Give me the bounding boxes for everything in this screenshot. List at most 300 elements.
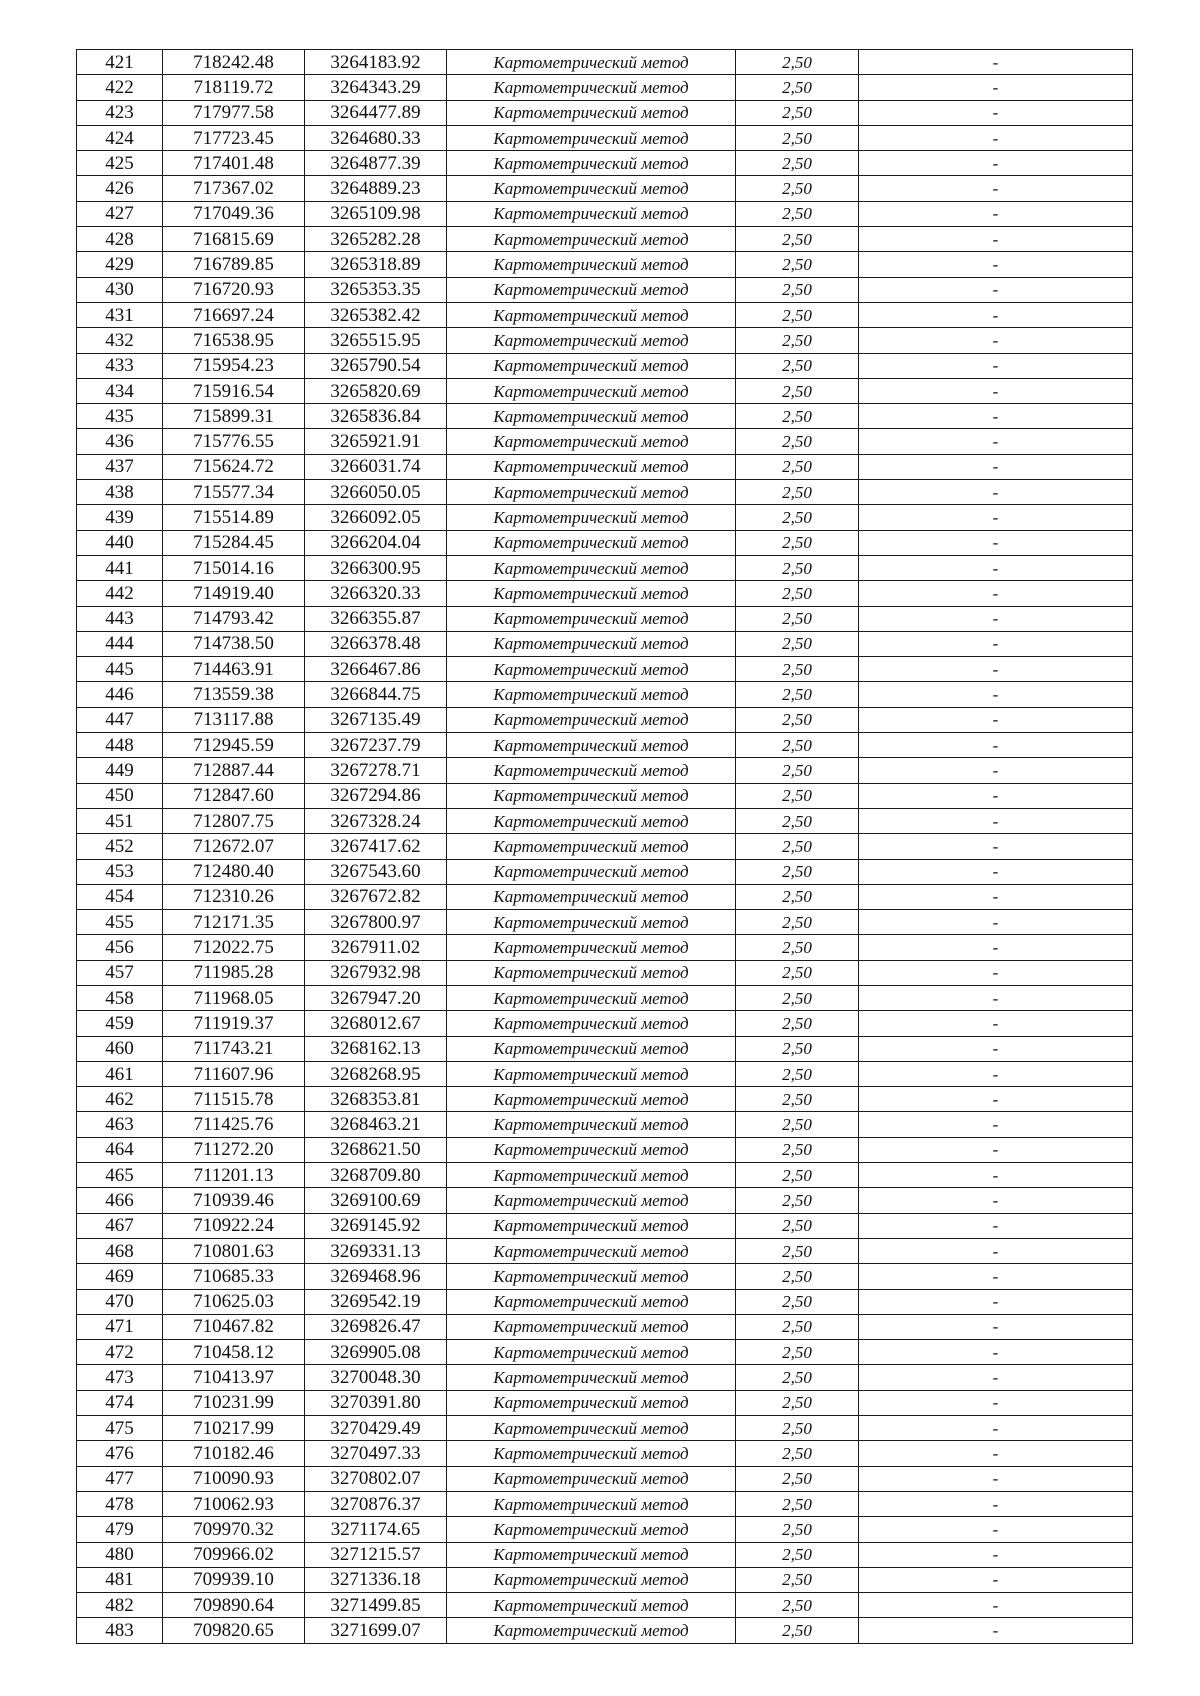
description-cell: - [859,783,1133,808]
y-coordinate-cell: 3265921.91 [305,429,447,454]
description-cell: - [859,1061,1133,1086]
method-cell: Картометрический метод [447,884,736,909]
table-row [77,910,1133,935]
y-coordinate-cell: 3265282.28 [305,227,447,252]
x-coordinate-cell: 715624.72 [163,454,305,479]
x-coordinate-cell: 717977.58 [163,100,305,125]
point-number-cell: 427 [77,201,163,226]
x-coordinate-cell: 717723.45 [163,125,305,150]
x-coordinate-cell: 709939.10 [163,1567,305,1592]
description-cell: - [859,1112,1133,1137]
description-cell: - [859,935,1133,960]
x-coordinate-cell: 716789.85 [163,252,305,277]
point-number-cell: 466 [77,1188,163,1213]
method-cell: Картометрический метод [447,1618,736,1643]
precision-cell: 2,50 [736,606,859,631]
precision-cell: 2,50 [736,1390,859,1415]
table-row [77,960,1133,985]
precision-cell: 2,50 [736,328,859,353]
method-cell: Картометрический метод [447,1087,736,1112]
point-number-cell: 437 [77,454,163,479]
description-cell: - [859,1238,1133,1263]
x-coordinate-cell: 717401.48 [163,151,305,176]
precision-cell: 2,50 [736,1036,859,1061]
point-number-cell: 478 [77,1491,163,1516]
x-coordinate-cell: 714463.91 [163,657,305,682]
precision-cell: 2,50 [736,581,859,606]
y-coordinate-cell: 3264889.23 [305,176,447,201]
method-cell: Картометрический метод [447,1011,736,1036]
table-row [77,1264,1133,1289]
method-cell: Картометрический метод [447,606,736,631]
y-coordinate-cell: 3269331.13 [305,1238,447,1263]
precision-cell: 2,50 [736,201,859,226]
method-cell: Картометрический метод [447,505,736,530]
precision-cell: 2,50 [736,1289,859,1314]
table-row [77,530,1133,555]
x-coordinate-cell: 717049.36 [163,201,305,226]
description-cell: - [859,834,1133,859]
table-row [77,302,1133,327]
point-number-cell: 435 [77,404,163,429]
method-cell: Картометрический метод [447,404,736,429]
point-number-cell: 481 [77,1567,163,1592]
point-number-cell: 467 [77,1213,163,1238]
method-cell: Картометрический метод [447,454,736,479]
precision-cell: 2,50 [736,1618,859,1643]
precision-cell: 2,50 [736,125,859,150]
x-coordinate-cell: 711968.05 [163,985,305,1010]
table-row [77,859,1133,884]
method-cell: Картометрический метод [447,1390,736,1415]
description-cell: - [859,50,1133,75]
precision-cell: 2,50 [736,985,859,1010]
x-coordinate-cell: 710182.46 [163,1441,305,1466]
description-cell: - [859,1087,1133,1112]
point-number-cell: 424 [77,125,163,150]
x-coordinate-cell: 712310.26 [163,884,305,909]
table-row [77,480,1133,505]
method-cell: Картометрический метод [447,176,736,201]
y-coordinate-cell: 3265836.84 [305,404,447,429]
precision-cell: 2,50 [736,1416,859,1441]
y-coordinate-cell: 3267947.20 [305,985,447,1010]
x-coordinate-cell: 710939.46 [163,1188,305,1213]
precision-cell: 2,50 [736,50,859,75]
point-number-cell: 458 [77,985,163,1010]
precision-cell: 2,50 [736,1061,859,1086]
precision-cell: 2,50 [736,277,859,302]
x-coordinate-cell: 711985.28 [163,960,305,985]
method-cell: Картометрический метод [447,1542,736,1567]
point-number-cell: 473 [77,1365,163,1390]
point-number-cell: 450 [77,783,163,808]
description-cell: - [859,1593,1133,1618]
y-coordinate-cell: 3266031.74 [305,454,447,479]
table-row [77,606,1133,631]
y-coordinate-cell: 3271174.65 [305,1517,447,1542]
table-row [77,277,1133,302]
x-coordinate-cell: 711201.13 [163,1163,305,1188]
x-coordinate-cell: 710922.24 [163,1213,305,1238]
y-coordinate-cell: 3269542.19 [305,1289,447,1314]
method-cell: Картометрический метод [447,75,736,100]
method-cell: Картометрический метод [447,1061,736,1086]
point-number-cell: 460 [77,1036,163,1061]
precision-cell: 2,50 [736,884,859,909]
precision-cell: 2,50 [736,530,859,555]
method-cell: Картометрический метод [447,1112,736,1137]
x-coordinate-cell: 709820.65 [163,1618,305,1643]
method-cell: Картометрический метод [447,227,736,252]
y-coordinate-cell: 3271699.07 [305,1618,447,1643]
x-coordinate-cell: 715514.89 [163,505,305,530]
x-coordinate-cell: 711272.20 [163,1137,305,1162]
method-cell: Картометрический метод [447,151,736,176]
method-cell: Картометрический метод [447,353,736,378]
method-cell: Картометрический метод [447,1137,736,1162]
description-cell: - [859,960,1133,985]
description-cell: - [859,1137,1133,1162]
description-cell: - [859,1517,1133,1542]
precision-cell: 2,50 [736,1365,859,1390]
table-row [77,1618,1133,1643]
description-cell: - [859,1390,1133,1415]
table-row [77,125,1133,150]
precision-cell: 2,50 [736,302,859,327]
y-coordinate-cell: 3271499.85 [305,1593,447,1618]
point-number-cell: 444 [77,631,163,656]
description-cell: - [859,910,1133,935]
y-coordinate-cell: 3267800.97 [305,910,447,935]
point-number-cell: 448 [77,733,163,758]
description-cell: - [859,733,1133,758]
description-cell: - [859,176,1133,201]
precision-cell: 2,50 [736,429,859,454]
table-row [77,631,1133,656]
table-row [77,1466,1133,1491]
description-cell: - [859,808,1133,833]
y-coordinate-cell: 3266320.33 [305,581,447,606]
point-number-cell: 455 [77,910,163,935]
point-number-cell: 440 [77,530,163,555]
method-cell: Картометрический метод [447,808,736,833]
table-row [77,176,1133,201]
x-coordinate-cell: 712847.60 [163,783,305,808]
description-cell: - [859,1289,1133,1314]
table-row [77,1542,1133,1567]
method-cell: Картометрический метод [447,530,736,555]
method-cell: Картометрический метод [447,302,736,327]
point-number-cell: 432 [77,328,163,353]
y-coordinate-cell: 3266050.05 [305,480,447,505]
precision-cell: 2,50 [736,1112,859,1137]
method-cell: Картометрический метод [447,277,736,302]
y-coordinate-cell: 3264680.33 [305,125,447,150]
precision-cell: 2,50 [736,75,859,100]
table-row [77,505,1133,530]
table-row [77,935,1133,960]
precision-cell: 2,50 [736,1542,859,1567]
description-cell: - [859,581,1133,606]
y-coordinate-cell: 3270048.30 [305,1365,447,1390]
description-cell: - [859,1567,1133,1592]
y-coordinate-cell: 3270391.80 [305,1390,447,1415]
description-cell: - [859,1466,1133,1491]
table-row [77,1163,1133,1188]
precision-cell: 2,50 [736,1264,859,1289]
precision-cell: 2,50 [736,657,859,682]
point-number-cell: 463 [77,1112,163,1137]
y-coordinate-cell: 3270876.37 [305,1491,447,1516]
precision-cell: 2,50 [736,910,859,935]
x-coordinate-cell: 713117.88 [163,707,305,732]
y-coordinate-cell: 3264877.39 [305,151,447,176]
description-cell: - [859,1365,1133,1390]
method-cell: Картометрический метод [447,707,736,732]
description-cell: - [859,480,1133,505]
method-cell: Картометрический метод [447,1491,736,1516]
y-coordinate-cell: 3265515.95 [305,328,447,353]
precision-cell: 2,50 [736,1466,859,1491]
description-cell: - [859,252,1133,277]
method-cell: Картометрический метод [447,581,736,606]
table-row [77,328,1133,353]
x-coordinate-cell: 712480.40 [163,859,305,884]
x-coordinate-cell: 715916.54 [163,378,305,403]
precision-cell: 2,50 [736,707,859,732]
x-coordinate-cell: 711919.37 [163,1011,305,1036]
description-cell: - [859,985,1133,1010]
x-coordinate-cell: 716538.95 [163,328,305,353]
table-row [77,707,1133,732]
x-coordinate-cell: 710458.12 [163,1340,305,1365]
x-coordinate-cell: 718119.72 [163,75,305,100]
table-row [77,378,1133,403]
table-row [77,1517,1133,1542]
y-coordinate-cell: 3268353.81 [305,1087,447,1112]
y-coordinate-cell: 3265109.98 [305,201,447,226]
y-coordinate-cell: 3265790.54 [305,353,447,378]
precision-cell: 2,50 [736,1137,859,1162]
x-coordinate-cell: 714919.40 [163,581,305,606]
y-coordinate-cell: 3267328.24 [305,808,447,833]
description-cell: - [859,682,1133,707]
precision-cell: 2,50 [736,859,859,884]
description-cell: - [859,758,1133,783]
point-number-cell: 423 [77,100,163,125]
point-number-cell: 472 [77,1340,163,1365]
method-cell: Картометрический метод [447,1289,736,1314]
point-number-cell: 449 [77,758,163,783]
coordinates-table-body [77,50,1133,1644]
table-row [77,1390,1133,1415]
description-cell: - [859,1011,1133,1036]
table-row [77,1593,1133,1618]
description-cell: - [859,606,1133,631]
point-number-cell: 453 [77,859,163,884]
method-cell: Картометрический метод [447,1517,736,1542]
point-number-cell: 439 [77,505,163,530]
point-number-cell: 477 [77,1466,163,1491]
table-row [77,758,1133,783]
precision-cell: 2,50 [736,100,859,125]
method-cell: Картометрический метод [447,859,736,884]
point-number-cell: 445 [77,657,163,682]
x-coordinate-cell: 715014.16 [163,555,305,580]
description-cell: - [859,1036,1133,1061]
x-coordinate-cell: 715954.23 [163,353,305,378]
x-coordinate-cell: 714738.50 [163,631,305,656]
description-cell: - [859,125,1133,150]
x-coordinate-cell: 710801.63 [163,1238,305,1263]
x-coordinate-cell: 713559.38 [163,682,305,707]
method-cell: Картометрический метод [447,783,736,808]
y-coordinate-cell: 3267417.62 [305,834,447,859]
point-number-cell: 465 [77,1163,163,1188]
x-coordinate-cell: 710217.99 [163,1416,305,1441]
x-coordinate-cell: 709890.64 [163,1593,305,1618]
y-coordinate-cell: 3266844.75 [305,682,447,707]
table-row [77,1365,1133,1390]
point-number-cell: 431 [77,302,163,327]
method-cell: Картометрический метод [447,1416,736,1441]
y-coordinate-cell: 3269905.08 [305,1340,447,1365]
description-cell: - [859,1441,1133,1466]
method-cell: Картометрический метод [447,1441,736,1466]
point-number-cell: 469 [77,1264,163,1289]
method-cell: Картометрический метод [447,1593,736,1618]
table-row [77,1137,1133,1162]
x-coordinate-cell: 712945.59 [163,733,305,758]
description-cell: - [859,1163,1133,1188]
x-coordinate-cell: 711607.96 [163,1061,305,1086]
x-coordinate-cell: 710231.99 [163,1390,305,1415]
precision-cell: 2,50 [736,555,859,580]
method-cell: Картометрический метод [447,1340,736,1365]
precision-cell: 2,50 [736,505,859,530]
x-coordinate-cell: 711515.78 [163,1087,305,1112]
x-coordinate-cell: 716697.24 [163,302,305,327]
description-cell: - [859,859,1133,884]
y-coordinate-cell: 3270802.07 [305,1466,447,1491]
precision-cell: 2,50 [736,808,859,833]
description-cell: - [859,1340,1133,1365]
precision-cell: 2,50 [736,252,859,277]
x-coordinate-cell: 710625.03 [163,1289,305,1314]
precision-cell: 2,50 [736,176,859,201]
point-number-cell: 446 [77,682,163,707]
description-cell: - [859,378,1133,403]
description-cell: - [859,884,1133,909]
x-coordinate-cell: 715284.45 [163,530,305,555]
table-row [77,404,1133,429]
y-coordinate-cell: 3265318.89 [305,252,447,277]
table-row [77,733,1133,758]
precision-cell: 2,50 [736,733,859,758]
method-cell: Картометрический метод [447,125,736,150]
method-cell: Картометрический метод [447,834,736,859]
method-cell: Картометрический метод [447,252,736,277]
method-cell: Картометрический метод [447,555,736,580]
precision-cell: 2,50 [736,404,859,429]
precision-cell: 2,50 [736,1593,859,1618]
y-coordinate-cell: 3268709.80 [305,1163,447,1188]
method-cell: Картометрический метод [447,100,736,125]
y-coordinate-cell: 3268621.50 [305,1137,447,1162]
y-coordinate-cell: 3266467.86 [305,657,447,682]
method-cell: Картометрический метод [447,1238,736,1263]
method-cell: Картометрический метод [447,985,736,1010]
y-coordinate-cell: 3269468.96 [305,1264,447,1289]
method-cell: Картометрический метод [447,758,736,783]
point-number-cell: 482 [77,1593,163,1618]
table-row [77,808,1133,833]
point-number-cell: 434 [77,378,163,403]
point-number-cell: 451 [77,808,163,833]
y-coordinate-cell: 3267932.98 [305,960,447,985]
precision-cell: 2,50 [736,378,859,403]
document-page [76,49,1133,1644]
table-row [77,1213,1133,1238]
coordinates-table [76,49,1133,1644]
y-coordinate-cell: 3270497.33 [305,1441,447,1466]
description-cell: - [859,1542,1133,1567]
x-coordinate-cell: 711743.21 [163,1036,305,1061]
y-coordinate-cell: 3266355.87 [305,606,447,631]
precision-cell: 2,50 [736,151,859,176]
y-coordinate-cell: 3269145.92 [305,1213,447,1238]
precision-cell: 2,50 [736,935,859,960]
precision-cell: 2,50 [736,1188,859,1213]
x-coordinate-cell: 710685.33 [163,1264,305,1289]
y-coordinate-cell: 3269100.69 [305,1188,447,1213]
y-coordinate-cell: 3271215.57 [305,1542,447,1567]
precision-cell: 2,50 [736,631,859,656]
point-number-cell: 442 [77,581,163,606]
method-cell: Картометрический метод [447,201,736,226]
description-cell: - [859,1264,1133,1289]
table-row [77,50,1133,75]
point-number-cell: 462 [77,1087,163,1112]
y-coordinate-cell: 3269826.47 [305,1314,447,1339]
point-number-cell: 436 [77,429,163,454]
description-cell: - [859,454,1133,479]
method-cell: Картометрический метод [447,1163,736,1188]
method-cell: Картометрический метод [447,328,736,353]
x-coordinate-cell: 715577.34 [163,480,305,505]
point-number-cell: 461 [77,1061,163,1086]
point-number-cell: 421 [77,50,163,75]
description-cell: - [859,75,1133,100]
method-cell: Картометрический метод [447,480,736,505]
y-coordinate-cell: 3267672.82 [305,884,447,909]
y-coordinate-cell: 3267294.86 [305,783,447,808]
x-coordinate-cell: 711425.76 [163,1112,305,1137]
y-coordinate-cell: 3266204.04 [305,530,447,555]
y-coordinate-cell: 3267135.49 [305,707,447,732]
table-row [77,1112,1133,1137]
method-cell: Картометрический метод [447,1036,736,1061]
y-coordinate-cell: 3264343.29 [305,75,447,100]
x-coordinate-cell: 712672.07 [163,834,305,859]
x-coordinate-cell: 715776.55 [163,429,305,454]
table-row [77,1036,1133,1061]
x-coordinate-cell: 718242.48 [163,50,305,75]
description-cell: - [859,277,1133,302]
point-number-cell: 474 [77,1390,163,1415]
point-number-cell: 430 [77,277,163,302]
